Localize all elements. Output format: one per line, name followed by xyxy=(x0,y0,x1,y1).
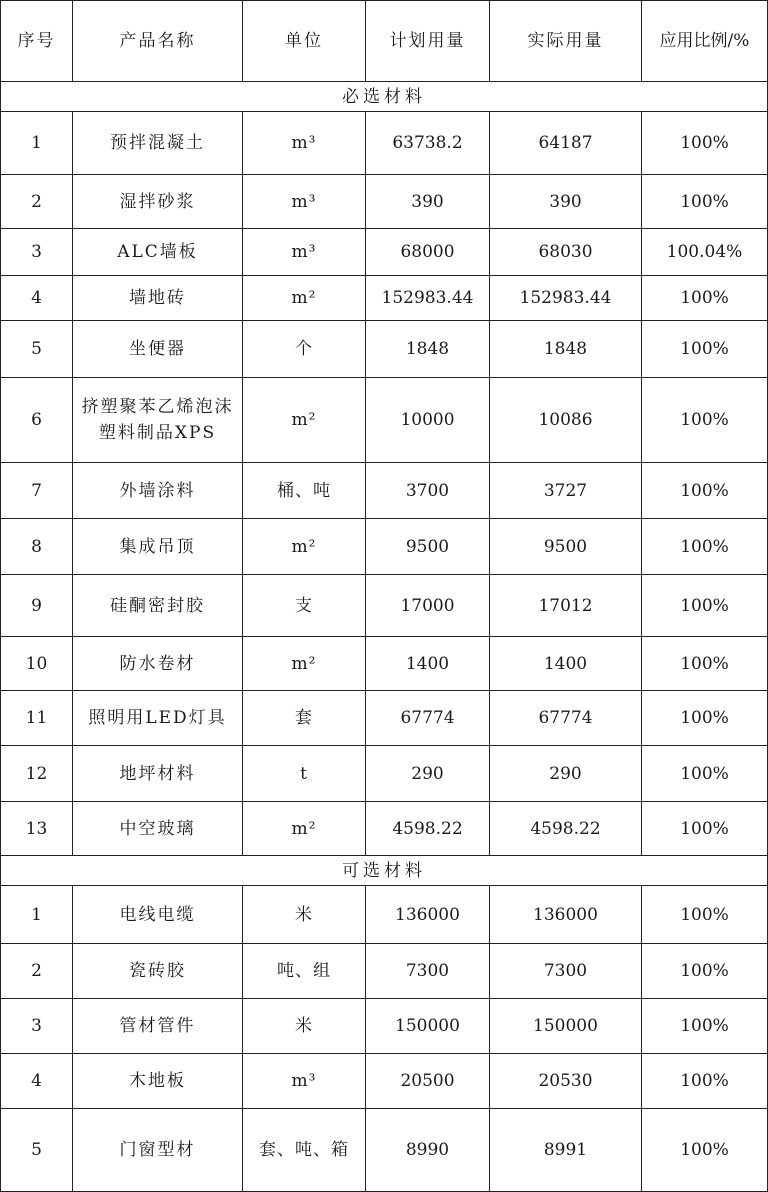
cell-ratio: 100% xyxy=(642,746,768,802)
cell-index: 4 xyxy=(1,1054,73,1109)
cell-actual-amount: 150000 xyxy=(490,999,642,1054)
table-row xyxy=(1,112,768,175)
cell-actual-amount: 4598.22 xyxy=(490,802,642,856)
cell-ratio: 100% xyxy=(642,575,768,637)
cell-actual-amount: 136000 xyxy=(490,886,642,944)
cell-unit: m³ xyxy=(243,1054,366,1109)
table-row xyxy=(1,575,768,637)
cell-planned-amount: 67774 xyxy=(366,691,490,746)
cell-planned-amount: 1848 xyxy=(366,321,490,378)
cell-unit: 支 xyxy=(243,575,366,637)
cell-index: 1 xyxy=(1,886,73,944)
table-row xyxy=(1,999,768,1054)
cell-ratio: 100% xyxy=(642,175,768,229)
cell-actual-amount: 67774 xyxy=(490,691,642,746)
cell-index: 7 xyxy=(1,463,73,519)
cell-index: 11 xyxy=(1,691,73,746)
cell-planned-amount: 4598.22 xyxy=(366,802,490,856)
cell-actual-amount: 8991 xyxy=(490,1109,642,1192)
cell-product-name: 坐便器 xyxy=(73,321,243,378)
cell-unit: m³ xyxy=(243,112,366,175)
section-title: 可选材料 xyxy=(1,856,768,886)
cell-ratio: 100% xyxy=(642,802,768,856)
cell-index: 10 xyxy=(1,637,73,691)
cell-planned-amount: 63738.2 xyxy=(366,112,490,175)
cell-actual-amount: 10086 xyxy=(490,378,642,463)
cell-ratio: 100% xyxy=(642,637,768,691)
cell-planned-amount: 9500 xyxy=(366,519,490,575)
table-row xyxy=(1,229,768,276)
cell-planned-amount: 10000 xyxy=(366,378,490,463)
cell-actual-amount: 390 xyxy=(490,175,642,229)
cell-product-name: 照明用LED灯具 xyxy=(73,691,243,746)
table-row xyxy=(1,1054,768,1109)
cell-product-name: 外墙涂料 xyxy=(73,463,243,519)
cell-unit: m² xyxy=(243,519,366,575)
header-unit: 单位 xyxy=(243,1,366,82)
cell-actual-amount: 290 xyxy=(490,746,642,802)
cell-ratio: 100% xyxy=(642,276,768,321)
section-row xyxy=(1,82,768,112)
header-product-name: 产品名称 xyxy=(73,1,243,82)
header-row xyxy=(1,1,768,82)
cell-product-name: 硅酮密封胶 xyxy=(73,575,243,637)
table-row xyxy=(1,637,768,691)
cell-actual-amount: 3727 xyxy=(490,463,642,519)
cell-product-name: 防水卷材 xyxy=(73,637,243,691)
cell-actual-amount: 7300 xyxy=(490,944,642,999)
cell-planned-amount: 1400 xyxy=(366,637,490,691)
cell-product-name: 木地板 xyxy=(73,1054,243,1109)
table-row xyxy=(1,175,768,229)
table-row xyxy=(1,276,768,321)
cell-actual-amount: 1848 xyxy=(490,321,642,378)
table-row xyxy=(1,519,768,575)
cell-actual-amount: 1400 xyxy=(490,637,642,691)
cell-product-name: 墙地砖 xyxy=(73,276,243,321)
cell-unit: 吨、组 xyxy=(243,944,366,999)
cell-product-name: 挤塑聚苯乙烯泡沫塑料制品XPS xyxy=(73,378,243,463)
table-row xyxy=(1,802,768,856)
cell-unit: 套 xyxy=(243,691,366,746)
table-row xyxy=(1,321,768,378)
cell-unit: 米 xyxy=(243,886,366,944)
cell-product-name: 地坪材料 xyxy=(73,746,243,802)
cell-ratio: 100% xyxy=(642,1054,768,1109)
cell-planned-amount: 136000 xyxy=(366,886,490,944)
cell-ratio: 100% xyxy=(642,999,768,1054)
cell-index: 1 xyxy=(1,112,73,175)
cell-planned-amount: 150000 xyxy=(366,999,490,1054)
cell-product-name: 中空玻璃 xyxy=(73,802,243,856)
cell-ratio: 100% xyxy=(642,886,768,944)
table-row xyxy=(1,463,768,519)
header-index: 序号 xyxy=(1,1,73,82)
cell-actual-amount: 152983.44 xyxy=(490,276,642,321)
cell-actual-amount: 20530 xyxy=(490,1054,642,1109)
table-body xyxy=(1,82,768,1192)
cell-product-name: ALC墙板 xyxy=(73,229,243,276)
cell-ratio: 100% xyxy=(642,463,768,519)
cell-ratio: 100% xyxy=(642,321,768,378)
section-title: 必选材料 xyxy=(1,82,768,112)
cell-ratio: 100% xyxy=(642,691,768,746)
cell-ratio: 100.04% xyxy=(642,229,768,276)
cell-planned-amount: 290 xyxy=(366,746,490,802)
cell-unit: 桶、吨 xyxy=(243,463,366,519)
table-row xyxy=(1,746,768,802)
cell-index: 2 xyxy=(1,175,73,229)
cell-actual-amount: 68030 xyxy=(490,229,642,276)
cell-product-name: 电线电缆 xyxy=(73,886,243,944)
cell-actual-amount: 64187 xyxy=(490,112,642,175)
table-row xyxy=(1,944,768,999)
cell-planned-amount: 20500 xyxy=(366,1054,490,1109)
cell-index: 6 xyxy=(1,378,73,463)
cell-unit: m³ xyxy=(243,229,366,276)
cell-planned-amount: 3700 xyxy=(366,463,490,519)
cell-unit: m² xyxy=(243,276,366,321)
cell-ratio: 100% xyxy=(642,944,768,999)
cell-unit: 个 xyxy=(243,321,366,378)
cell-index: 9 xyxy=(1,575,73,637)
header-ratio: 应用比例/% xyxy=(642,1,768,82)
cell-unit: m² xyxy=(243,637,366,691)
cell-ratio: 100% xyxy=(642,378,768,463)
cell-product-name: 集成吊顶 xyxy=(73,519,243,575)
cell-index: 4 xyxy=(1,276,73,321)
cell-index: 13 xyxy=(1,802,73,856)
cell-planned-amount: 8990 xyxy=(366,1109,490,1192)
cell-product-name: 管材管件 xyxy=(73,999,243,1054)
cell-product-name: 门窗型材 xyxy=(73,1109,243,1192)
cell-planned-amount: 390 xyxy=(366,175,490,229)
header-actual-amount: 实际用量 xyxy=(490,1,642,82)
section-row xyxy=(1,856,768,886)
cell-unit: m³ xyxy=(243,175,366,229)
cell-product-name: 湿拌砂浆 xyxy=(73,175,243,229)
cell-ratio: 100% xyxy=(642,1109,768,1192)
cell-unit: m² xyxy=(243,378,366,463)
cell-unit: t xyxy=(243,746,366,802)
cell-index: 2 xyxy=(1,944,73,999)
cell-ratio: 100% xyxy=(642,112,768,175)
cell-index: 8 xyxy=(1,519,73,575)
header-planned-amount: 计划用量 xyxy=(366,1,490,82)
cell-planned-amount: 152983.44 xyxy=(366,276,490,321)
cell-unit: m² xyxy=(243,802,366,856)
table-row xyxy=(1,1109,768,1192)
cell-planned-amount: 7300 xyxy=(366,944,490,999)
cell-index: 3 xyxy=(1,229,73,276)
cell-index: 5 xyxy=(1,321,73,378)
cell-index: 3 xyxy=(1,999,73,1054)
cell-index: 5 xyxy=(1,1109,73,1192)
cell-unit: 套、吨、箱 xyxy=(243,1109,366,1192)
cell-actual-amount: 9500 xyxy=(490,519,642,575)
table-row xyxy=(1,378,768,463)
cell-product-name: 预拌混凝土 xyxy=(73,112,243,175)
cell-index: 12 xyxy=(1,746,73,802)
table-row xyxy=(1,691,768,746)
cell-product-name: 瓷砖胶 xyxy=(73,944,243,999)
table-row xyxy=(1,886,768,944)
cell-ratio: 100% xyxy=(642,519,768,575)
cell-actual-amount: 17012 xyxy=(490,575,642,637)
cell-planned-amount: 17000 xyxy=(366,575,490,637)
cell-unit: 米 xyxy=(243,999,366,1054)
cell-planned-amount: 68000 xyxy=(366,229,490,276)
